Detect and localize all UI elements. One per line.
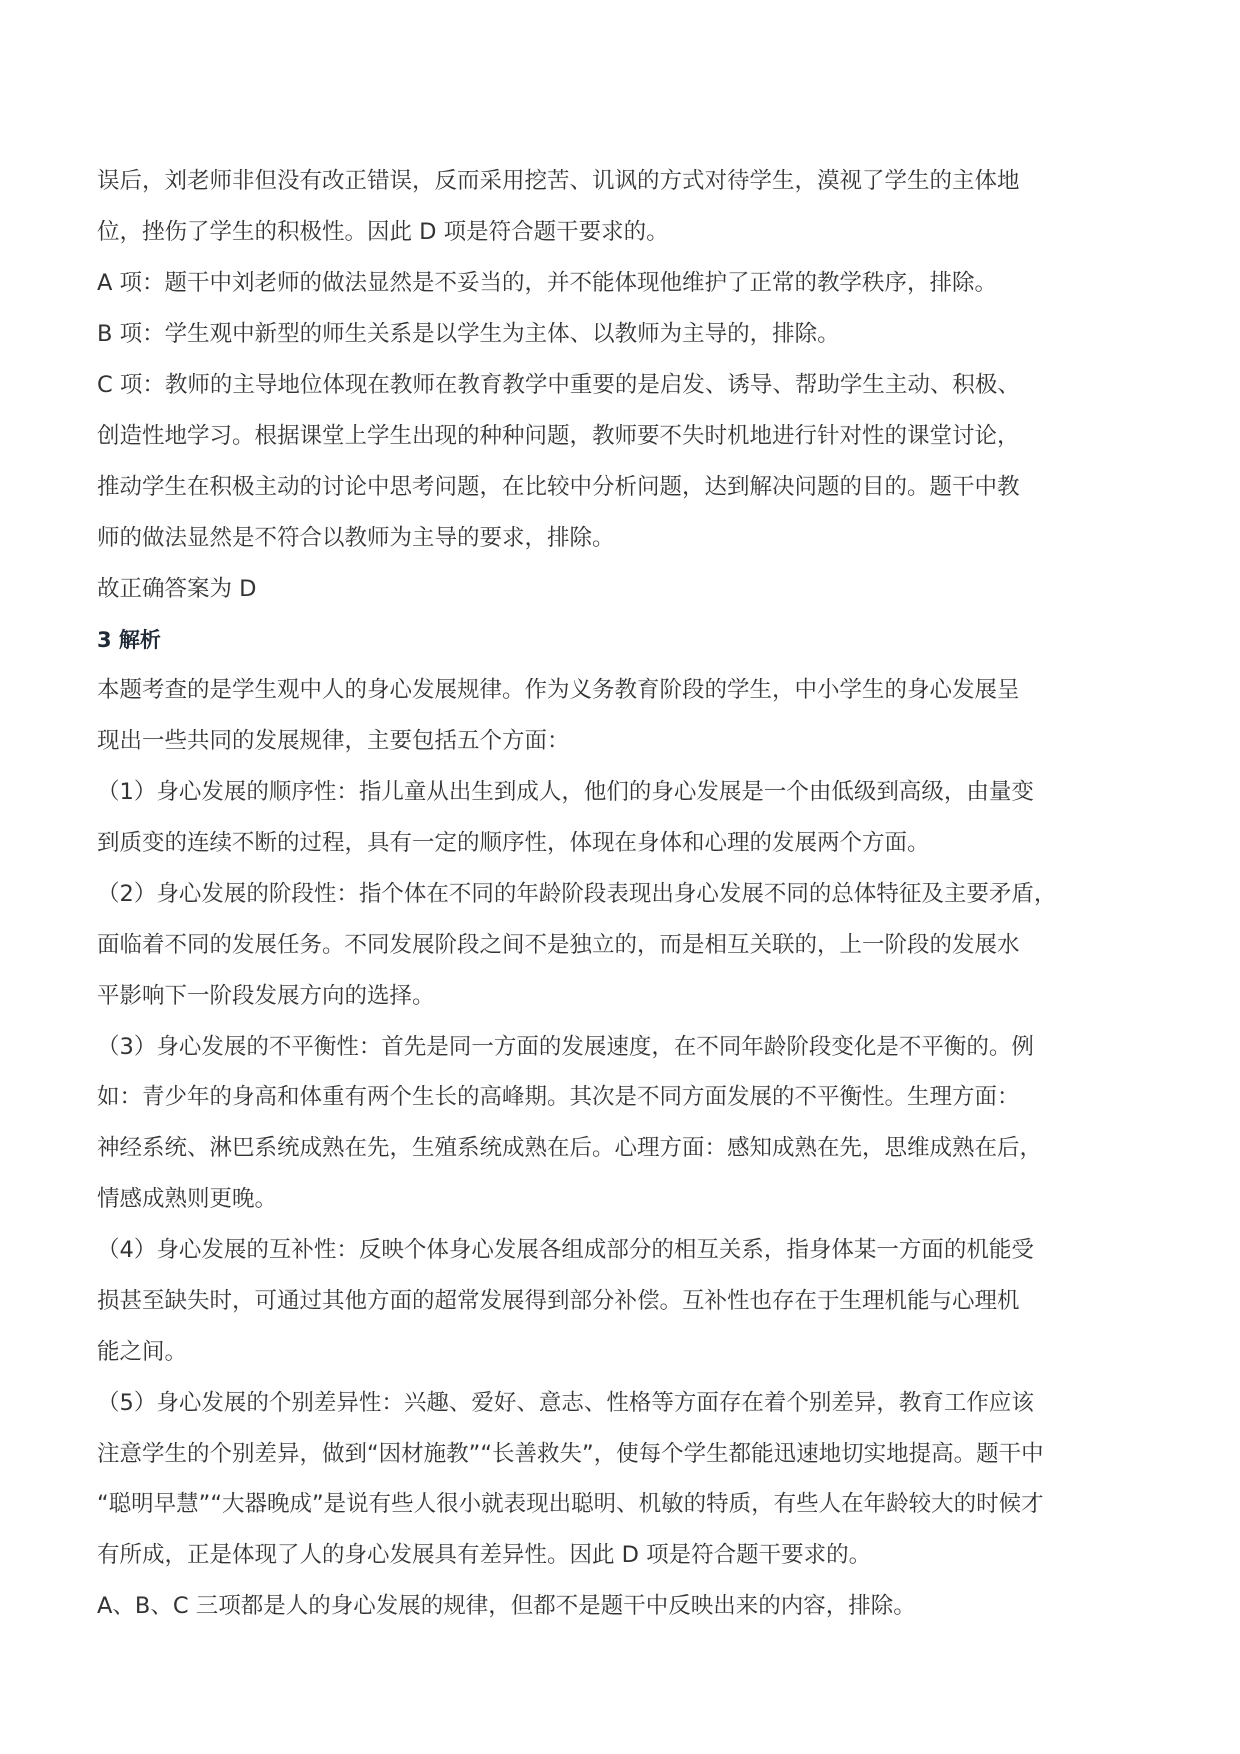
answer-line: 故正确答案为 D (97, 576, 257, 602)
paragraph-line: 能之间。 (97, 1339, 188, 1365)
list-item-1: （1）身心发展的顺序性：指儿童从出生到成人，他们的身心发展是一个由低级到高级，由量变 (97, 779, 1034, 805)
paragraph-line: 面临着不同的发展任务。不同发展阶段之间不是独立的，而是相互关联的，上一阶段的发展水 (97, 932, 1020, 958)
paragraph-line: 创造性地学习。根据课堂上学生出现的种种问题，教师要不失时机地进行针对性的课堂讨论， (97, 423, 1020, 449)
option-c-explanation: C 项：教师的主导地位体现在教师在教育教学中重要的是启发、诱导、帮助学生主动、积极、 (97, 372, 1020, 398)
paragraph-line: 推动学生在积极主动的讨论中思考问题，在比较中分析问题，达到解决问题的目的。题干中教 (97, 474, 1020, 500)
paragraph-line: 误后，刘老师非但没有改正错误，反而采用挖苦、讥讽的方式对待学生，漠视了学生的主体地 (97, 168, 1020, 194)
paragraph-line: 师的做法显然是不符合以教师为主导的要求，排除。 (97, 525, 615, 551)
paragraph-line: 情感成熟则更晚。 (97, 1186, 278, 1212)
option-a-explanation: A 项：题干中刘老师的做法显然是不妥当的，并不能体现他维护了正常的教学秩序，排除。 (97, 270, 998, 296)
paragraph-line: 注意学生的个别差异，做到“因材施教”“长善救失”，使每个学生都能迅速地切实地提高。题干中 (97, 1441, 1044, 1467)
list-item-3: （3）身心发展的不平衡性：首先是同一方面的发展速度，在不同年龄阶段变化是不平衡的。例 (97, 1034, 1034, 1060)
list-item-4: （4）身心发展的互补性：反映个体身心发展各组成部分的相互关系，指身体某一方面的机能受 (97, 1237, 1034, 1263)
paragraph-line: 平影响下一阶段发展方向的选择。 (97, 983, 435, 1009)
paragraph-line: 神经系统、淋巴系统成熟在先，生殖系统成熟在后。心理方面：感知成熟在先，思维成熟在后， (97, 1135, 1043, 1161)
section-heading: 3 解析 (97, 628, 161, 652)
list-item-5: （5）身心发展的个别差异性：兴趣、爱好、意志、性格等方面存在着个别差异，教育工作应该 (97, 1390, 1034, 1416)
paragraph-line: 如：青少年的身高和体重有两个生长的高峰期。其次是不同方面发展的不平衡性。生理方面： (97, 1084, 1020, 1110)
list-item-2: （2）身心发展的阶段性：指个体在不同的年龄阶段表现出身心发展不同的总体特征及主要矛盾， (97, 881, 1057, 907)
option-b-explanation: B 项：学生观中新型的师生关系是以学生为主体、以教师为主导的，排除。 (97, 321, 840, 347)
paragraph-line: “聪明早慧”“大器晚成”是说有些人很小就表现出聪明、机敏的特质，有些人在年龄较大的时候才 (97, 1491, 1044, 1517)
paragraph-line: A、B、C 三项都是人的身心发展的规律，但都不是题干中反映出来的内容，排除。 (97, 1593, 916, 1619)
paragraph-line: 位，挫伤了学生的积极性。因此 D 项是符合题干要求的。 (97, 219, 669, 245)
paragraph-line: 现出一些共同的发展规律，主要包括五个方面： (97, 728, 570, 754)
paragraph-line: 损甚至缺失时，可通过其他方面的超常发展得到部分补偿。互补性也存在于生理机能与心理机 (97, 1288, 1020, 1314)
paragraph-line: 有所成，正是体现了人的身心发展具有差异性。因此 D 项是符合题干要求的。 (97, 1542, 872, 1568)
paragraph-line: 本题考查的是学生观中人的身心发展规律。作为义务教育阶段的学生，中小学生的身心发展呈 (97, 677, 1020, 703)
paragraph-line: 到质变的连续不断的过程，具有一定的顺序性，体现在身体和心理的发展两个方面。 (97, 830, 930, 856)
